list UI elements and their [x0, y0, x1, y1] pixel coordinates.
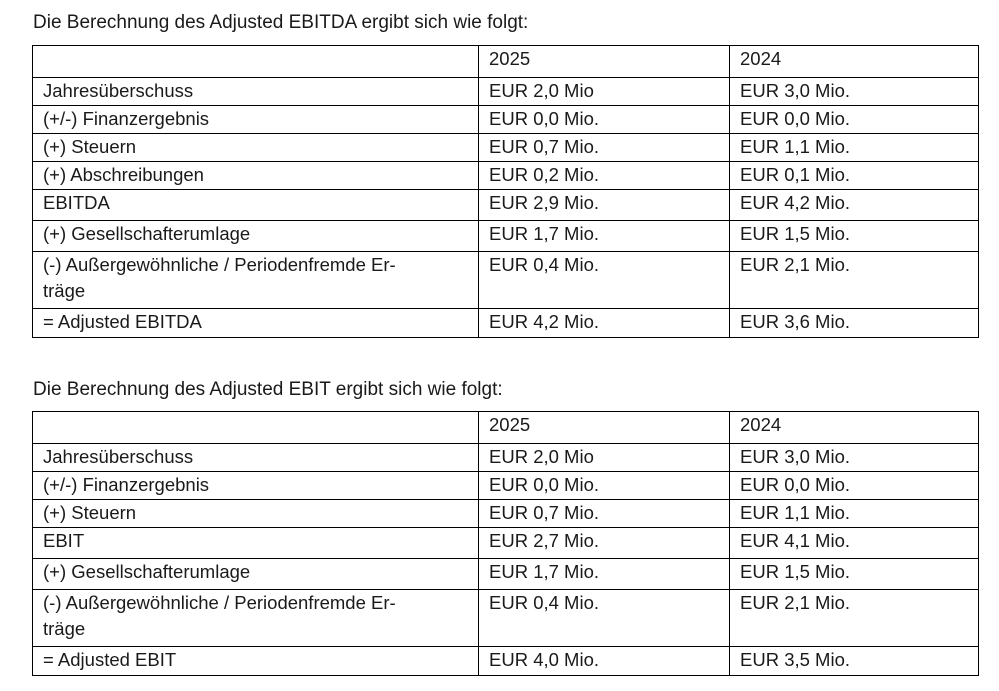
adjusted-ebitda-table [32, 45, 979, 338]
value-2025: EUR 4,2 Mio. [479, 309, 730, 338]
table-row [33, 309, 979, 338]
value-2025: EUR 1,7 Mio. [479, 559, 730, 590]
row-label: (+) Gesellschafterumlage [33, 221, 479, 252]
header-cell-2024: 2024 [730, 46, 979, 78]
table-row [33, 590, 979, 647]
row-label: (+) Steuern [33, 500, 479, 528]
row-label: (+) Steuern [33, 134, 479, 162]
table-row [33, 647, 979, 676]
value-2024: EUR 4,2 Mio. [730, 190, 979, 221]
table-header-row [33, 46, 979, 78]
value-2024: EUR 0,1 Mio. [730, 162, 979, 190]
value-2025: EUR 0,4 Mio. [479, 590, 730, 647]
row-label: (+) Abschreibungen [33, 162, 479, 190]
adjusted-ebit-intro: Die Berechnung des Adjusted EBIT ergibt sich wie folgt: [33, 379, 503, 400]
row-label: EBITDA [33, 190, 479, 221]
row-label-line1: (-) Außergewöhnliche / Periodenfremde Er- [43, 254, 396, 275]
row-label: (+/-) Finanzergebnis [33, 472, 479, 500]
row-label-line1: (-) Außergewöhnliche / Periodenfremde Er- [43, 592, 396, 613]
value-2025: EUR 2,7 Mio. [479, 528, 730, 559]
header-cell-2025: 2025 [479, 412, 730, 444]
table-row [33, 221, 979, 252]
value-2024: EUR 3,0 Mio. [730, 78, 979, 106]
row-label-line2: träge [43, 618, 86, 639]
table-row [33, 500, 979, 528]
table-row [33, 444, 979, 472]
value-2025: EUR 2,9 Mio. [479, 190, 730, 221]
value-2025: EUR 4,0 Mio. [479, 647, 730, 676]
table-row [33, 559, 979, 590]
table-row [33, 252, 979, 309]
value-2025: EUR 0,0 Mio. [479, 472, 730, 500]
value-2024: EUR 1,5 Mio. [730, 221, 979, 252]
row-label: (+/-) Finanzergebnis [33, 106, 479, 134]
table-header-row [33, 412, 979, 444]
value-2024: EUR 0,0 Mio. [730, 106, 979, 134]
value-2024: EUR 3,6 Mio. [730, 309, 979, 338]
row-label: EBIT [33, 528, 479, 559]
value-2024: EUR 2,1 Mio. [730, 590, 979, 647]
row-label [33, 252, 479, 309]
value-2024: EUR 3,0 Mio. [730, 444, 979, 472]
value-2024: EUR 1,1 Mio. [730, 134, 979, 162]
value-2024: EUR 3,5 Mio. [730, 647, 979, 676]
table-row [33, 106, 979, 134]
row-label: = Adjusted EBIT [33, 647, 479, 676]
value-2025: EUR 0,7 Mio. [479, 500, 730, 528]
table-row [33, 162, 979, 190]
value-2024: EUR 0,0 Mio. [730, 472, 979, 500]
value-2025: EUR 0,7 Mio. [479, 134, 730, 162]
value-2024: EUR 1,1 Mio. [730, 500, 979, 528]
row-label [33, 590, 479, 647]
value-2025: EUR 2,0 Mio [479, 78, 730, 106]
table-row [33, 78, 979, 106]
value-2024: EUR 4,1 Mio. [730, 528, 979, 559]
value-2024: EUR 1,5 Mio. [730, 559, 979, 590]
adjusted-ebitda-intro: Die Berechnung des Adjusted EBITDA ergibt sich wie folgt: [33, 12, 529, 33]
value-2025: EUR 0,2 Mio. [479, 162, 730, 190]
value-2024: EUR 2,1 Mio. [730, 252, 979, 309]
row-label: = Adjusted EBITDA [33, 309, 479, 338]
row-label: Jahresüberschuss [33, 78, 479, 106]
row-label: Jahresüberschuss [33, 444, 479, 472]
table-row [33, 134, 979, 162]
value-2025: EUR 1,7 Mio. [479, 221, 730, 252]
table-row [33, 528, 979, 559]
row-label-line2: träge [43, 280, 86, 301]
adjusted-ebit-table [32, 411, 979, 676]
table-row [33, 472, 979, 500]
header-cell-label [33, 46, 479, 78]
value-2025: EUR 2,0 Mio [479, 444, 730, 472]
header-cell-2025: 2025 [479, 46, 730, 78]
value-2025: EUR 0,4 Mio. [479, 252, 730, 309]
header-cell-2024: 2024 [730, 412, 979, 444]
header-cell-label [33, 412, 479, 444]
table-row [33, 190, 979, 221]
value-2025: EUR 0,0 Mio. [479, 106, 730, 134]
row-label: (+) Gesellschafterumlage [33, 559, 479, 590]
